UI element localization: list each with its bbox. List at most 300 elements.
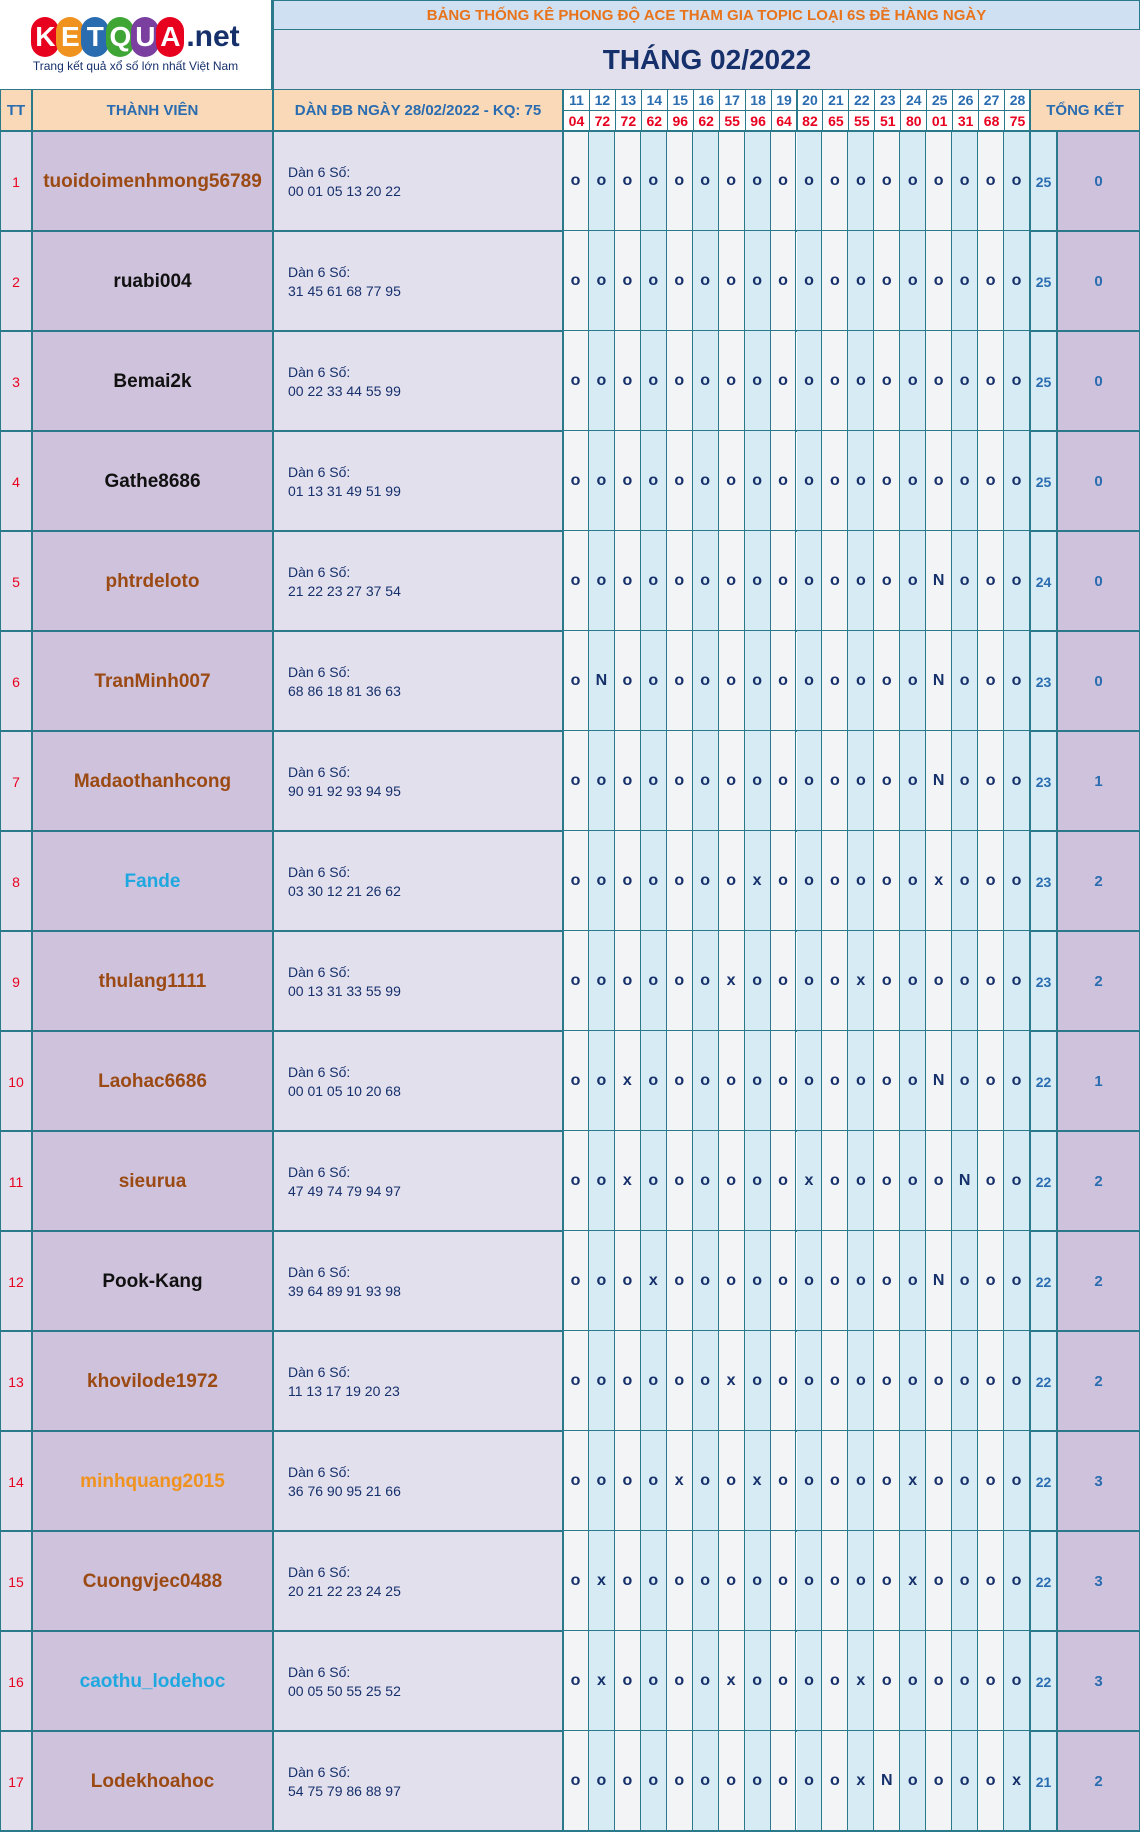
row-total: 0 [1057, 331, 1140, 432]
day-mark: o [719, 531, 745, 631]
day-mark: o [745, 231, 771, 331]
day-mark: o [615, 931, 641, 1031]
day-mark: o [978, 931, 1004, 1031]
dan-cell [273, 431, 563, 532]
dan-cell [273, 1131, 563, 1232]
row-number: 4 [0, 431, 32, 532]
dan-label: Dàn 6 Số: [288, 1463, 351, 1480]
day-mark: o [978, 731, 1004, 831]
row-score: 23 [1030, 931, 1057, 1032]
day-mark: o [797, 131, 823, 231]
day-mark: o [900, 931, 926, 1031]
day-header: 24 [900, 89, 927, 111]
day-mark: o [874, 431, 900, 531]
day-mark: o [822, 1331, 848, 1431]
day-mark: o [1004, 931, 1030, 1031]
day-mark: o [978, 1231, 1004, 1331]
day-mark: o [615, 1231, 641, 1331]
day-mark: o [693, 1031, 719, 1131]
day-mark: o [615, 331, 641, 431]
day-mark: o [874, 531, 900, 631]
day-mark: o [874, 1631, 900, 1731]
day-mark: o [926, 1131, 952, 1231]
day-mark: o [667, 931, 693, 1031]
day-mark: o [797, 431, 823, 531]
day-mark: o [797, 731, 823, 831]
day-mark: o [745, 1331, 771, 1431]
row-score: 22 [1030, 1431, 1057, 1532]
dan-numbers: 36 76 90 95 21 66 [288, 1482, 401, 1499]
day-mark: o [797, 1231, 823, 1331]
day-mark: o [667, 231, 693, 331]
day-mark: N [926, 731, 952, 831]
member-name: khovilode1972 [32, 1331, 273, 1432]
day-mark: N [926, 1031, 952, 1131]
day-mark: o [874, 631, 900, 731]
day-mark: o [589, 1331, 615, 1431]
row-number: 7 [0, 731, 32, 832]
day-mark: o [848, 1331, 874, 1431]
day-mark: o [952, 1431, 978, 1531]
day-mark: o [822, 831, 848, 931]
row-total: 0 [1057, 431, 1140, 532]
day-mark: o [874, 231, 900, 331]
day-mark: o [563, 931, 589, 1031]
dan-numbers: 31 45 61 68 77 95 [288, 282, 401, 299]
dan-label: Dàn 6 Số: [288, 263, 351, 280]
row-total: 3 [1057, 1631, 1140, 1732]
day-mark: o [615, 131, 641, 231]
member-name: Madaothanhcong [32, 731, 273, 832]
dan-label: Dàn 6 Số: [288, 163, 351, 180]
day-mark: x [848, 1631, 874, 1731]
day-mark: o [822, 231, 848, 331]
member-name: Bemai2k [32, 331, 273, 432]
day-mark: o [615, 1631, 641, 1731]
header-tt: TT [0, 89, 32, 132]
dan-numbers: 54 75 79 86 88 97 [288, 1782, 401, 1799]
day-mark: o [822, 1431, 848, 1531]
result-header: 96 [745, 110, 772, 132]
day-mark: o [797, 331, 823, 431]
day-mark: o [745, 1631, 771, 1731]
day-mark: o [641, 331, 667, 431]
result-header: 01 [926, 110, 953, 132]
day-mark: o [745, 131, 771, 231]
day-mark: x [926, 831, 952, 931]
day-mark: o [822, 1731, 848, 1831]
dan-label: Dàn 6 Số: [288, 363, 351, 380]
day-mark: o [771, 1331, 797, 1431]
day-mark: o [797, 231, 823, 331]
day-mark: o [693, 131, 719, 231]
day-mark: o [719, 1131, 745, 1231]
day-mark: o [900, 631, 926, 731]
day-mark: o [874, 1131, 900, 1231]
day-mark: o [771, 831, 797, 931]
day-mark: o [900, 1231, 926, 1331]
day-mark: o [874, 1331, 900, 1431]
day-mark: o [848, 731, 874, 831]
dan-label: Dàn 6 Số: [288, 1063, 351, 1080]
day-mark: x [667, 1431, 693, 1531]
row-total: 2 [1057, 1231, 1140, 1332]
day-mark: o [563, 1131, 589, 1231]
day-mark: o [926, 231, 952, 331]
day-mark: o [667, 1231, 693, 1331]
row-score: 22 [1030, 1631, 1057, 1732]
banner-title: BẢNG THỐNG KÊ PHONG ĐỘ ACE THAM GIA TOPIC LOẠI 6S ĐỀ HÀNG NGÀY [273, 0, 1140, 30]
row-number: 17 [0, 1731, 32, 1832]
day-mark: o [719, 331, 745, 431]
row-score: 22 [1030, 1331, 1057, 1432]
dan-label: Dàn 6 Số: [288, 1763, 351, 1780]
result-header: 80 [900, 110, 927, 132]
day-mark: o [900, 231, 926, 331]
logo-tagline: Trang kết quả xổ số lớn nhất Việt Nam [32, 58, 239, 73]
day-mark: o [667, 1131, 693, 1231]
day-mark: o [978, 1031, 1004, 1131]
row-score: 21 [1030, 1731, 1057, 1832]
row-score: 23 [1030, 731, 1057, 832]
row-total: 0 [1057, 531, 1140, 632]
dan-numbers: 01 13 31 49 51 99 [288, 482, 401, 499]
day-mark: o [667, 131, 693, 231]
day-mark: o [926, 1731, 952, 1831]
day-mark: o [745, 631, 771, 731]
logo-letter: A [156, 17, 184, 57]
day-mark: o [667, 531, 693, 631]
dan-label: Dàn 6 Số: [288, 863, 351, 880]
day-mark: o [563, 1731, 589, 1831]
header-divider [0, 130, 1140, 132]
day-mark: o [771, 1231, 797, 1331]
day-mark: o [745, 1131, 771, 1231]
day-mark: o [797, 1531, 823, 1631]
day-mark: o [900, 1731, 926, 1831]
day-mark: o [848, 1131, 874, 1231]
day-header: 22 [848, 89, 875, 111]
logo-mark [31, 17, 239, 57]
day-mark: o [563, 1331, 589, 1431]
day-mark: o [848, 531, 874, 631]
day-mark: o [1004, 531, 1030, 631]
dan-cell [273, 1331, 563, 1432]
result-header: 64 [771, 110, 798, 132]
day-mark: o [797, 1631, 823, 1731]
result-header: 55 [719, 110, 746, 132]
row-total: 2 [1057, 1131, 1140, 1232]
day-mark: o [563, 1631, 589, 1731]
dan-label: Dàn 6 Số: [288, 663, 351, 680]
day-mark: o [848, 1431, 874, 1531]
result-header: 82 [797, 110, 824, 132]
result-header: 65 [822, 110, 849, 132]
dan-label: Dàn 6 Số: [288, 1663, 351, 1680]
day-mark: o [745, 931, 771, 1031]
row-number: 9 [0, 931, 32, 1032]
day-mark: o [952, 931, 978, 1031]
day-mark: o [745, 731, 771, 831]
day-mark: o [978, 631, 1004, 731]
day-mark: o [978, 1131, 1004, 1231]
dan-cell [273, 1731, 563, 1832]
day-mark: o [563, 731, 589, 831]
day-header: 26 [952, 89, 979, 111]
day-mark: N [926, 631, 952, 731]
day-mark: o [822, 331, 848, 431]
logo-letter: K [31, 17, 59, 57]
day-header: 27 [978, 89, 1005, 111]
day-mark: o [693, 1731, 719, 1831]
day-header: 25 [926, 89, 953, 111]
day-mark: o [822, 431, 848, 531]
dan-label: Dàn 6 Số: [288, 463, 351, 480]
day-mark: o [952, 1231, 978, 1331]
day-mark: o [848, 631, 874, 731]
row-total: 2 [1057, 1731, 1140, 1832]
day-mark: o [900, 431, 926, 531]
day-mark: o [848, 1031, 874, 1131]
day-mark: o [615, 831, 641, 931]
day-mark: o [563, 1431, 589, 1531]
day-mark: o [719, 1231, 745, 1331]
day-mark: N [952, 1131, 978, 1231]
day-mark: o [978, 331, 1004, 431]
day-mark: o [952, 631, 978, 731]
day-mark: o [745, 531, 771, 631]
dan-numbers: 21 22 23 27 37 54 [288, 582, 401, 599]
day-header: 28 [1004, 89, 1031, 111]
result-header: 62 [693, 110, 720, 132]
day-mark: o [771, 231, 797, 331]
day-mark: o [667, 731, 693, 831]
day-mark: o [693, 531, 719, 631]
day-mark: o [952, 1631, 978, 1731]
day-mark: o [589, 431, 615, 531]
dan-numbers: 20 21 22 23 24 25 [288, 1582, 401, 1599]
day-mark: o [615, 1431, 641, 1531]
day-mark: o [719, 131, 745, 231]
day-mark: o [771, 331, 797, 431]
day-mark: o [978, 131, 1004, 231]
day-mark: o [822, 531, 848, 631]
row-number: 2 [0, 231, 32, 332]
column-divider [562, 89, 564, 1832]
month-title: THÁNG 02/2022 [273, 30, 1140, 89]
header-member: THÀNH VIÊN [32, 89, 273, 132]
day-mark: o [952, 431, 978, 531]
day-mark: x [719, 931, 745, 1031]
day-mark: o [952, 231, 978, 331]
day-mark: o [563, 131, 589, 231]
day-mark: x [615, 1131, 641, 1231]
day-header: 20 [797, 89, 824, 111]
day-mark: o [693, 1431, 719, 1531]
day-mark: o [719, 731, 745, 831]
dan-numbers: 90 91 92 93 94 95 [288, 782, 401, 799]
day-mark: o [719, 1431, 745, 1531]
dan-cell [273, 231, 563, 332]
day-mark: o [952, 331, 978, 431]
day-mark: o [797, 1031, 823, 1131]
result-header: 96 [667, 110, 694, 132]
day-mark: o [926, 431, 952, 531]
row-total: 0 [1057, 231, 1140, 332]
day-mark: o [563, 631, 589, 731]
result-header: 75 [1004, 110, 1031, 132]
day-mark: o [952, 1031, 978, 1131]
day-mark: o [900, 731, 926, 831]
day-mark: o [641, 831, 667, 931]
day-mark: o [641, 1431, 667, 1531]
day-mark: o [952, 1531, 978, 1631]
member-name: phtrdeloto [32, 531, 273, 632]
day-mark: o [641, 431, 667, 531]
logo-tld: .net [186, 19, 240, 53]
member-name: minhquang2015 [32, 1431, 273, 1532]
day-mark: o [563, 531, 589, 631]
day-mark: o [900, 1031, 926, 1131]
day-mark: o [563, 231, 589, 331]
member-name: Lodekhoahoc [32, 1731, 273, 1832]
row-number: 6 [0, 631, 32, 732]
day-mark: o [589, 1731, 615, 1831]
day-mark: o [1004, 1431, 1030, 1531]
member-name: Pook-Kang [32, 1231, 273, 1332]
day-mark: o [615, 531, 641, 631]
result-header: 31 [952, 110, 979, 132]
day-mark: o [641, 931, 667, 1031]
day-mark: o [641, 731, 667, 831]
day-mark: o [797, 1331, 823, 1431]
day-header: 17 [719, 89, 746, 111]
day-mark: o [874, 931, 900, 1031]
result-header: 62 [641, 110, 668, 132]
dan-numbers: 39 64 89 91 93 98 [288, 1282, 401, 1299]
day-mark: o [822, 131, 848, 231]
day-mark: o [693, 731, 719, 831]
day-mark: x [589, 1631, 615, 1731]
dan-numbers: 03 30 12 21 26 62 [288, 882, 401, 899]
result-header: 72 [615, 110, 642, 132]
logo-letter: Q [106, 17, 134, 57]
day-mark: o [874, 1231, 900, 1331]
day-mark: o [615, 431, 641, 531]
header-total: TỔNG KẾT [1030, 89, 1140, 132]
day-mark: o [667, 831, 693, 931]
day-mark: o [589, 1131, 615, 1231]
day-mark: o [822, 931, 848, 1031]
dan-cell [273, 1531, 563, 1632]
row-number: 3 [0, 331, 32, 432]
day-mark: o [848, 1531, 874, 1631]
day-mark: o [719, 631, 745, 731]
day-mark: o [693, 1531, 719, 1631]
column-divider [1029, 89, 1031, 1832]
day-mark: o [1004, 1531, 1030, 1631]
day-mark: o [848, 131, 874, 231]
day-mark: o [693, 1131, 719, 1231]
day-mark: o [771, 1031, 797, 1131]
row-number: 1 [0, 131, 32, 232]
dan-cell [273, 531, 563, 632]
row-score: 25 [1030, 431, 1057, 532]
day-mark: o [615, 631, 641, 731]
member-name: Fande [32, 831, 273, 932]
dan-label: Dàn 6 Số: [288, 1363, 351, 1380]
day-header: 12 [589, 89, 616, 111]
day-mark: o [926, 1631, 952, 1731]
day-mark: o [1004, 631, 1030, 731]
day-mark: o [822, 1531, 848, 1631]
day-mark: o [771, 531, 797, 631]
day-mark: o [952, 531, 978, 631]
day-mark: o [693, 431, 719, 531]
day-mark: o [848, 231, 874, 331]
day-mark: x [745, 831, 771, 931]
row-total: 1 [1057, 1031, 1140, 1132]
day-mark: o [1004, 731, 1030, 831]
member-name: caothu_lodehoc [32, 1631, 273, 1732]
day-mark: o [589, 231, 615, 331]
dan-cell [273, 1231, 563, 1332]
day-mark: o [641, 631, 667, 731]
row-number: 8 [0, 831, 32, 932]
day-mark: x [589, 1531, 615, 1631]
day-mark: o [693, 231, 719, 331]
day-mark: o [797, 631, 823, 731]
day-mark: o [797, 1431, 823, 1531]
day-mark: o [745, 1231, 771, 1331]
day-mark: o [563, 1531, 589, 1631]
day-mark: o [693, 931, 719, 1031]
day-mark: o [641, 131, 667, 231]
day-mark: o [719, 1031, 745, 1131]
day-mark: N [926, 1231, 952, 1331]
dan-label: Dàn 6 Số: [288, 563, 351, 580]
day-mark: o [667, 1531, 693, 1631]
day-mark: o [745, 431, 771, 531]
day-mark: o [848, 1231, 874, 1331]
dan-label: Dàn 6 Số: [288, 1263, 351, 1280]
day-mark: o [978, 1531, 1004, 1631]
dan-cell [273, 1431, 563, 1532]
dan-cell [273, 931, 563, 1032]
day-mark: o [822, 731, 848, 831]
dan-cell [273, 631, 563, 732]
day-mark: o [589, 831, 615, 931]
day-header: 16 [693, 89, 720, 111]
day-mark: o [1004, 131, 1030, 231]
day-mark: o [978, 1731, 1004, 1831]
logo-letter: E [56, 17, 84, 57]
day-mark: o [822, 1131, 848, 1231]
day-mark: o [874, 131, 900, 231]
day-mark: o [978, 531, 1004, 631]
row-number: 11 [0, 1131, 32, 1232]
day-mark: o [926, 1331, 952, 1431]
dan-numbers: 11 13 17 19 20 23 [288, 1382, 400, 1399]
day-mark: o [693, 631, 719, 731]
day-mark: x [797, 1131, 823, 1231]
row-score: 22 [1030, 1131, 1057, 1232]
day-mark: o [563, 431, 589, 531]
day-mark: o [719, 1731, 745, 1831]
day-mark: o [848, 831, 874, 931]
day-mark: o [589, 1031, 615, 1131]
day-mark: o [978, 1431, 1004, 1531]
